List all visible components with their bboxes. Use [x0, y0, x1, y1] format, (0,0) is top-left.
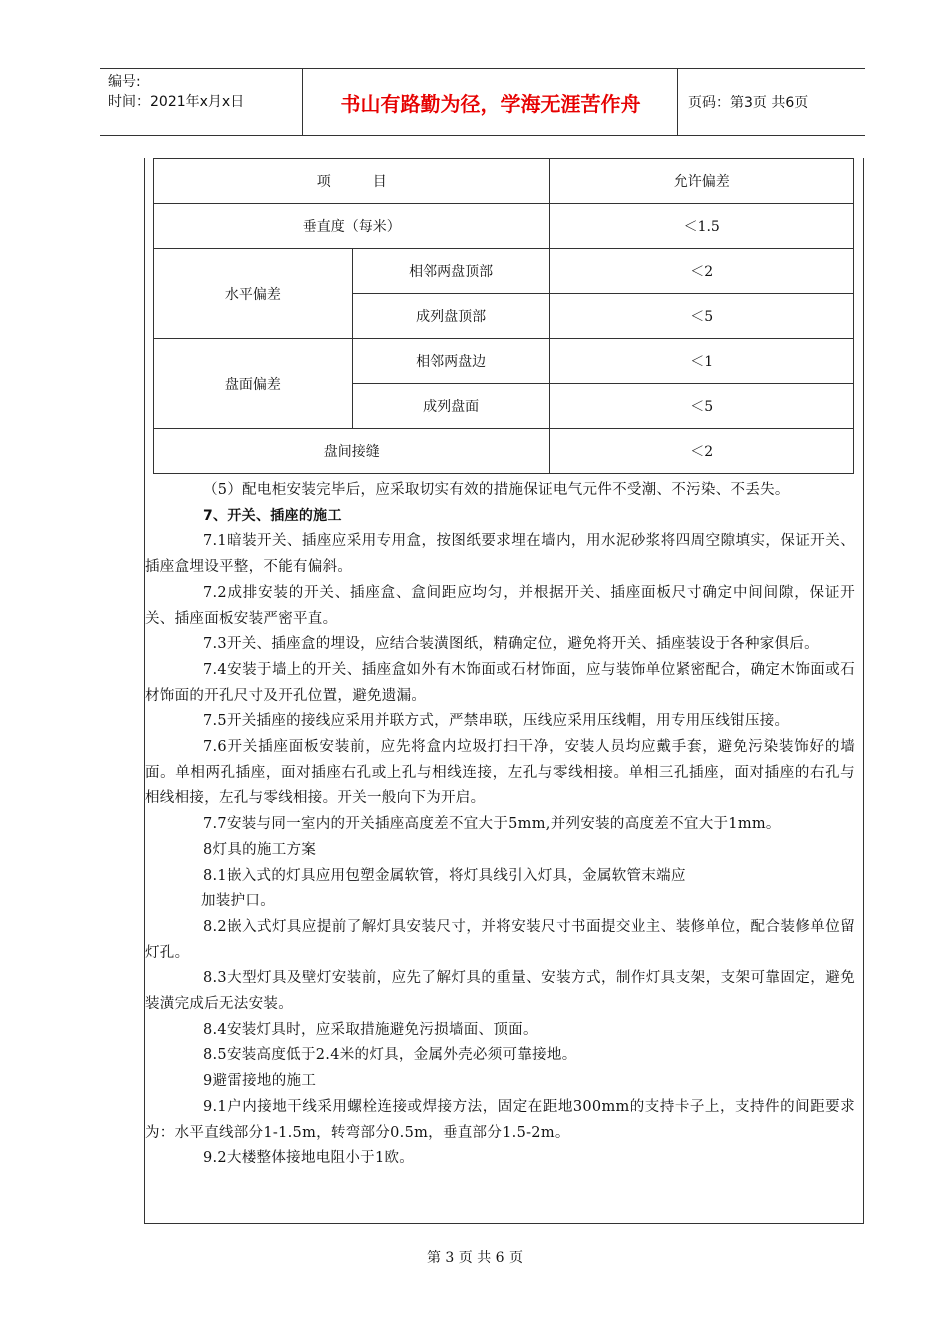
table-row	[154, 429, 854, 474]
paragraph: 7.6开关插座面板安装前，应先将盒内垃圾打扫干净，安装人员均应戴手套，避免污染装饰好的墙面。单相两孔插座，面对插座右孔或上孔与相线连接，左孔与零线相接。单相三孔插座，面对插座的右孔与相线相接，左孔与零线相接。开关一般向下为开启。	[145, 739, 855, 807]
header-meta	[100, 69, 303, 135]
paragraph: 7.7安装与同一室内的开关插座高度差不宜大于5mm,并列安装的高度差不宜大于1mm。	[203, 816, 781, 833]
table-row	[154, 159, 854, 204]
table-cell: ＜5	[550, 294, 854, 339]
paragraph: （5）配电柜安装完毕后，应采取切实有效的措施保证电气元件不受潮、不污染、不丢失。	[203, 482, 790, 498]
table-cell: 相邻两盘顶部	[352, 249, 550, 294]
paragraph: 8.3大型灯具及壁灯安装前，应先了解灯具的重量、安装方式，制作灯具支架，支架可靠固定，避免装潢完成后无法安装。	[145, 970, 855, 1013]
paragraph: 7.3开关、插座盒的埋设，应结合装潢图纸，精确定位，避免将开关、插座装设于各种家俱后。	[203, 636, 819, 653]
paragraph: 9.2大楼整体接地电阻小于1欧。	[203, 1150, 415, 1167]
table-head-tolerance: 允许偏差	[550, 159, 854, 204]
paragraph: 9.1户内接地干线采用螺栓连接或焊接方法，固定在距地300mm的支持卡子上，支持件的间距要求为：水平直线部分1-1.5m，转弯部分0.5m，垂直部分1.5-2m。	[145, 1098, 855, 1141]
paragraph: 8.1嵌入式的灯具应用包塑金属软管，将灯具线引入灯具，金属软管末端应	[203, 867, 686, 884]
paragraph: 加装护口。	[201, 893, 275, 910]
paragraph: 7.5开关插座的接线应采用并联方式，严禁串联，压线应采用压线帽，用专用压线钳压接。	[203, 713, 790, 730]
table-row	[154, 204, 854, 249]
paragraph: 7.1暗装开关、插座应采用专用盒，按图纸要求埋在墙内，用水泥砂浆将四周空隙填实，保证开关、插座盒埋设平整，不能有偏斜。	[145, 533, 855, 576]
paragraph: 8.2嵌入式灯具应提前了解灯具安装尺寸，并将安装尺寸书面提交业主、装修单位，配合装修单位留灯孔。	[145, 918, 855, 961]
code-label: 编号:	[108, 74, 141, 90]
paragraph: 7.2成排安装的开关、插座盒、盒间距应均匀，并根据开关、插座面板尺寸确定中间间隙，保证开关、插座面板安装严密平直。	[145, 584, 855, 627]
header-motto: 书山有路勤为径，学海无涯苦作舟	[304, 69, 678, 135]
paragraph: 8.5安装高度低于2.4米的灯具，金属外壳必须可靠接地。	[203, 1047, 577, 1064]
section-heading: 9避雷接地的施工	[203, 1073, 317, 1090]
table-cell: ＜1	[550, 339, 854, 384]
table-head-item: 项 目	[154, 159, 550, 204]
table-cell: 成列盘面	[352, 384, 550, 429]
table-row	[154, 249, 854, 294]
time-label: 时间：2021年x月x日	[108, 94, 245, 110]
section-heading: 8灯具的施工方案	[203, 841, 317, 858]
table-cell: 盘面偏差	[154, 339, 353, 429]
tolerance-table	[153, 158, 854, 474]
paragraph: 8.4安装灯具时，应采取措施避免污损墙面、顶面。	[203, 1021, 538, 1038]
table-cell: ＜1.5	[550, 204, 854, 249]
table-cell: 盘间接缝	[154, 429, 550, 474]
table-cell: ＜2	[550, 249, 854, 294]
header-page-label: 页码：第3页 共6页	[688, 95, 809, 111]
section-heading: 7、开关、插座的施工	[203, 507, 342, 524]
table-cell: ＜5	[550, 384, 854, 429]
paragraph: 7.4安装于墙上的开关、插座盒如外有木饰面或石材饰面，应与装饰单位紧密配合，确定木饰面或石材饰面的开孔尺寸及开孔位置，避免遗漏。	[145, 661, 855, 704]
table-cell: 成列盘顶部	[352, 294, 550, 339]
table-cell: 水平偏差	[154, 249, 353, 339]
table-cell: 相邻两盘边	[352, 339, 550, 384]
page-header	[100, 68, 865, 136]
table-cell: 垂直度（每米）	[154, 204, 550, 249]
table-cell: ＜2	[550, 429, 854, 474]
page-footer: 第 3 页 共 6 页	[426, 1250, 524, 1266]
table-row	[154, 339, 854, 384]
body-text	[145, 478, 855, 1172]
